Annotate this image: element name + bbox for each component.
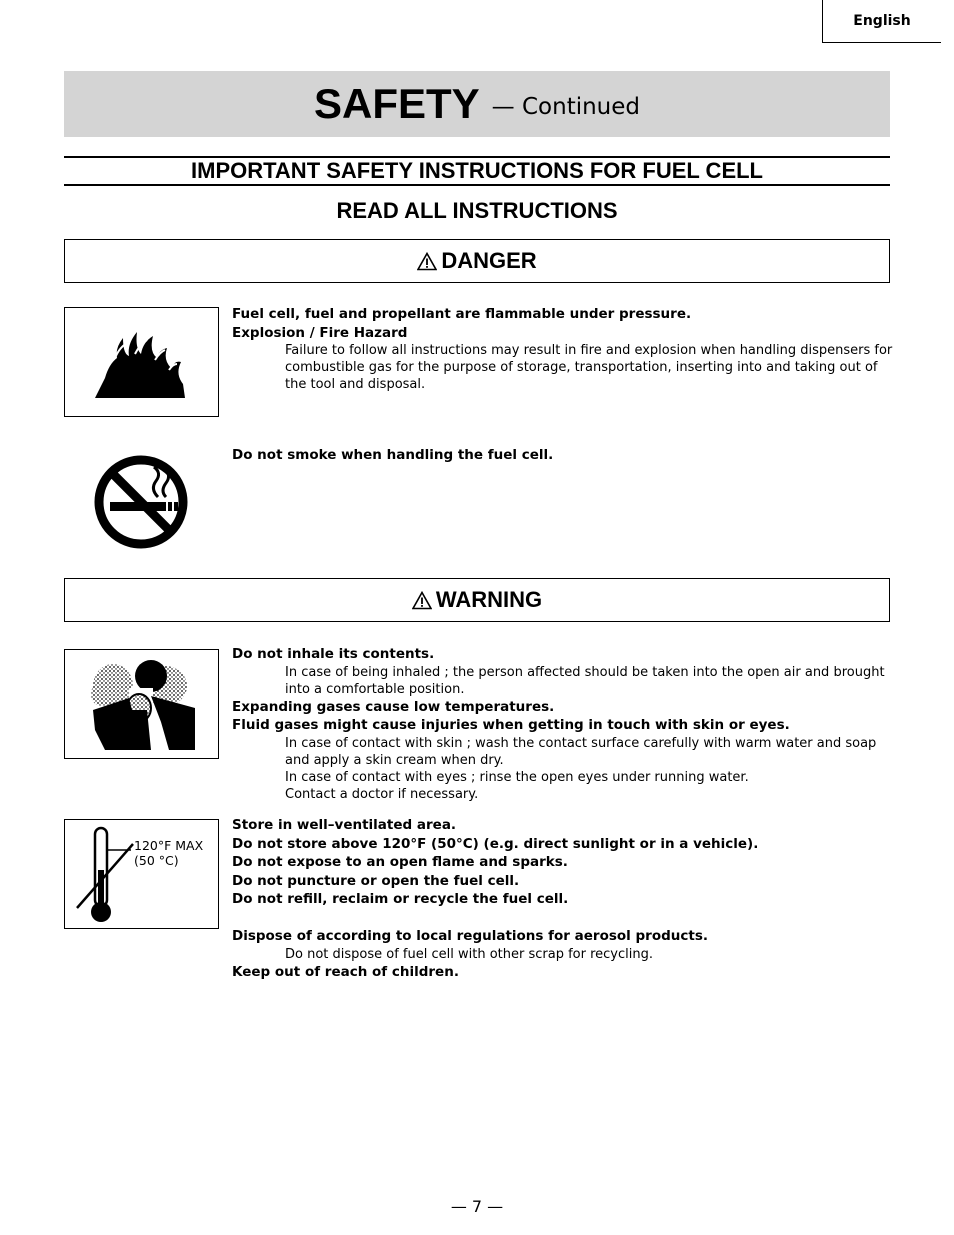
fire-line-2: Explosion / Fire Hazard	[232, 324, 408, 341]
inhale-line-3: Fluid gases might cause injuries when getting in touch with skin or eyes.	[232, 717, 790, 734]
storage-line-6: Dispose of according to local regulations for aerosol products.	[232, 927, 708, 944]
section-heading: IMPORTANT SAFETY INSTRUCTIONS FOR FUEL CELL	[64, 156, 890, 186]
storage-line-4: Do not puncture or open the fuel cell.	[232, 872, 520, 889]
inhale-body-4: Contact a doctor if necessary.	[285, 786, 479, 802]
temp-label-f: 120°F MAX	[134, 838, 204, 853]
storage-line-1: Store in well–ventilated area.	[232, 817, 457, 833]
warning-triangle-icon	[417, 252, 437, 271]
warning-storage-text	[232, 816, 897, 981]
warning-label: WARNING	[435, 587, 543, 612]
page-subtitle: — Continued	[491, 94, 641, 120]
temp-label-c: (50 °C)	[134, 853, 179, 868]
danger-label: DANGER	[441, 248, 537, 273]
storage-line-3: Do not expose to an open flame and sparks.	[232, 854, 568, 871]
temperature-label	[134, 838, 203, 868]
no-smoking-text	[232, 446, 897, 465]
inhale-pictogram	[64, 649, 219, 759]
flame-icon	[65, 308, 218, 416]
inhale-body-1: In case of being inhaled ; the person affected should be taken into the open air and brought into a comfortable position.	[285, 664, 885, 697]
no-smoking-icon	[92, 453, 190, 551]
inhale-body-3: In case of contact with eyes ; rinse the open eyes under running water.	[285, 769, 749, 785]
warning-banner	[64, 578, 890, 622]
page-title: SAFETY	[313, 80, 480, 127]
warning-triangle-icon	[412, 591, 432, 610]
storage-line-5: Do not refill, reclaim or recycle the fuel cell.	[232, 891, 569, 908]
fire-body: Failure to follow all instructions may result in fire and explosion when handling dispensers for combustible gas for the purpose of storage, transportation, inserting into and taking out of the tool and disposal.	[285, 343, 893, 393]
inhale-body-2: In case of contact with skin ; wash the contact surface carefully with warm water and soap and apply a skin cream when dry.	[285, 735, 877, 768]
storage-line-2: Do not store above 120°F (50°C) (e.g. direct sunlight or in a vehicle).	[232, 835, 759, 852]
storage-body: Do not dispose of fuel cell with other scrap for recycling.	[285, 946, 653, 962]
inhale-line-2: Expanding gases cause low temperatures.	[232, 698, 555, 715]
inhalation-hazard-icon	[65, 650, 218, 758]
fire-line-1: Fuel cell, fuel and propellant are flammable under pressure.	[232, 306, 692, 322]
read-all-heading: READ ALL INSTRUCTIONS	[336, 198, 618, 223]
danger-banner	[64, 239, 890, 283]
warning-inhale-text	[232, 645, 897, 803]
flame-pictogram	[64, 307, 219, 417]
danger-fire-text	[232, 305, 897, 393]
thermometer-pictogram	[64, 819, 219, 929]
smoke-line: Do not smoke when handling the fuel cell.	[232, 447, 554, 463]
inhale-line-1: Do not inhale its contents.	[232, 646, 435, 662]
page-number: — 7 —	[450, 1197, 504, 1216]
thermometer-icon	[65, 820, 218, 928]
language-tab: English	[822, 0, 941, 43]
storage-line-7: Keep out of reach of children.	[232, 963, 459, 980]
title-bar	[64, 71, 890, 137]
